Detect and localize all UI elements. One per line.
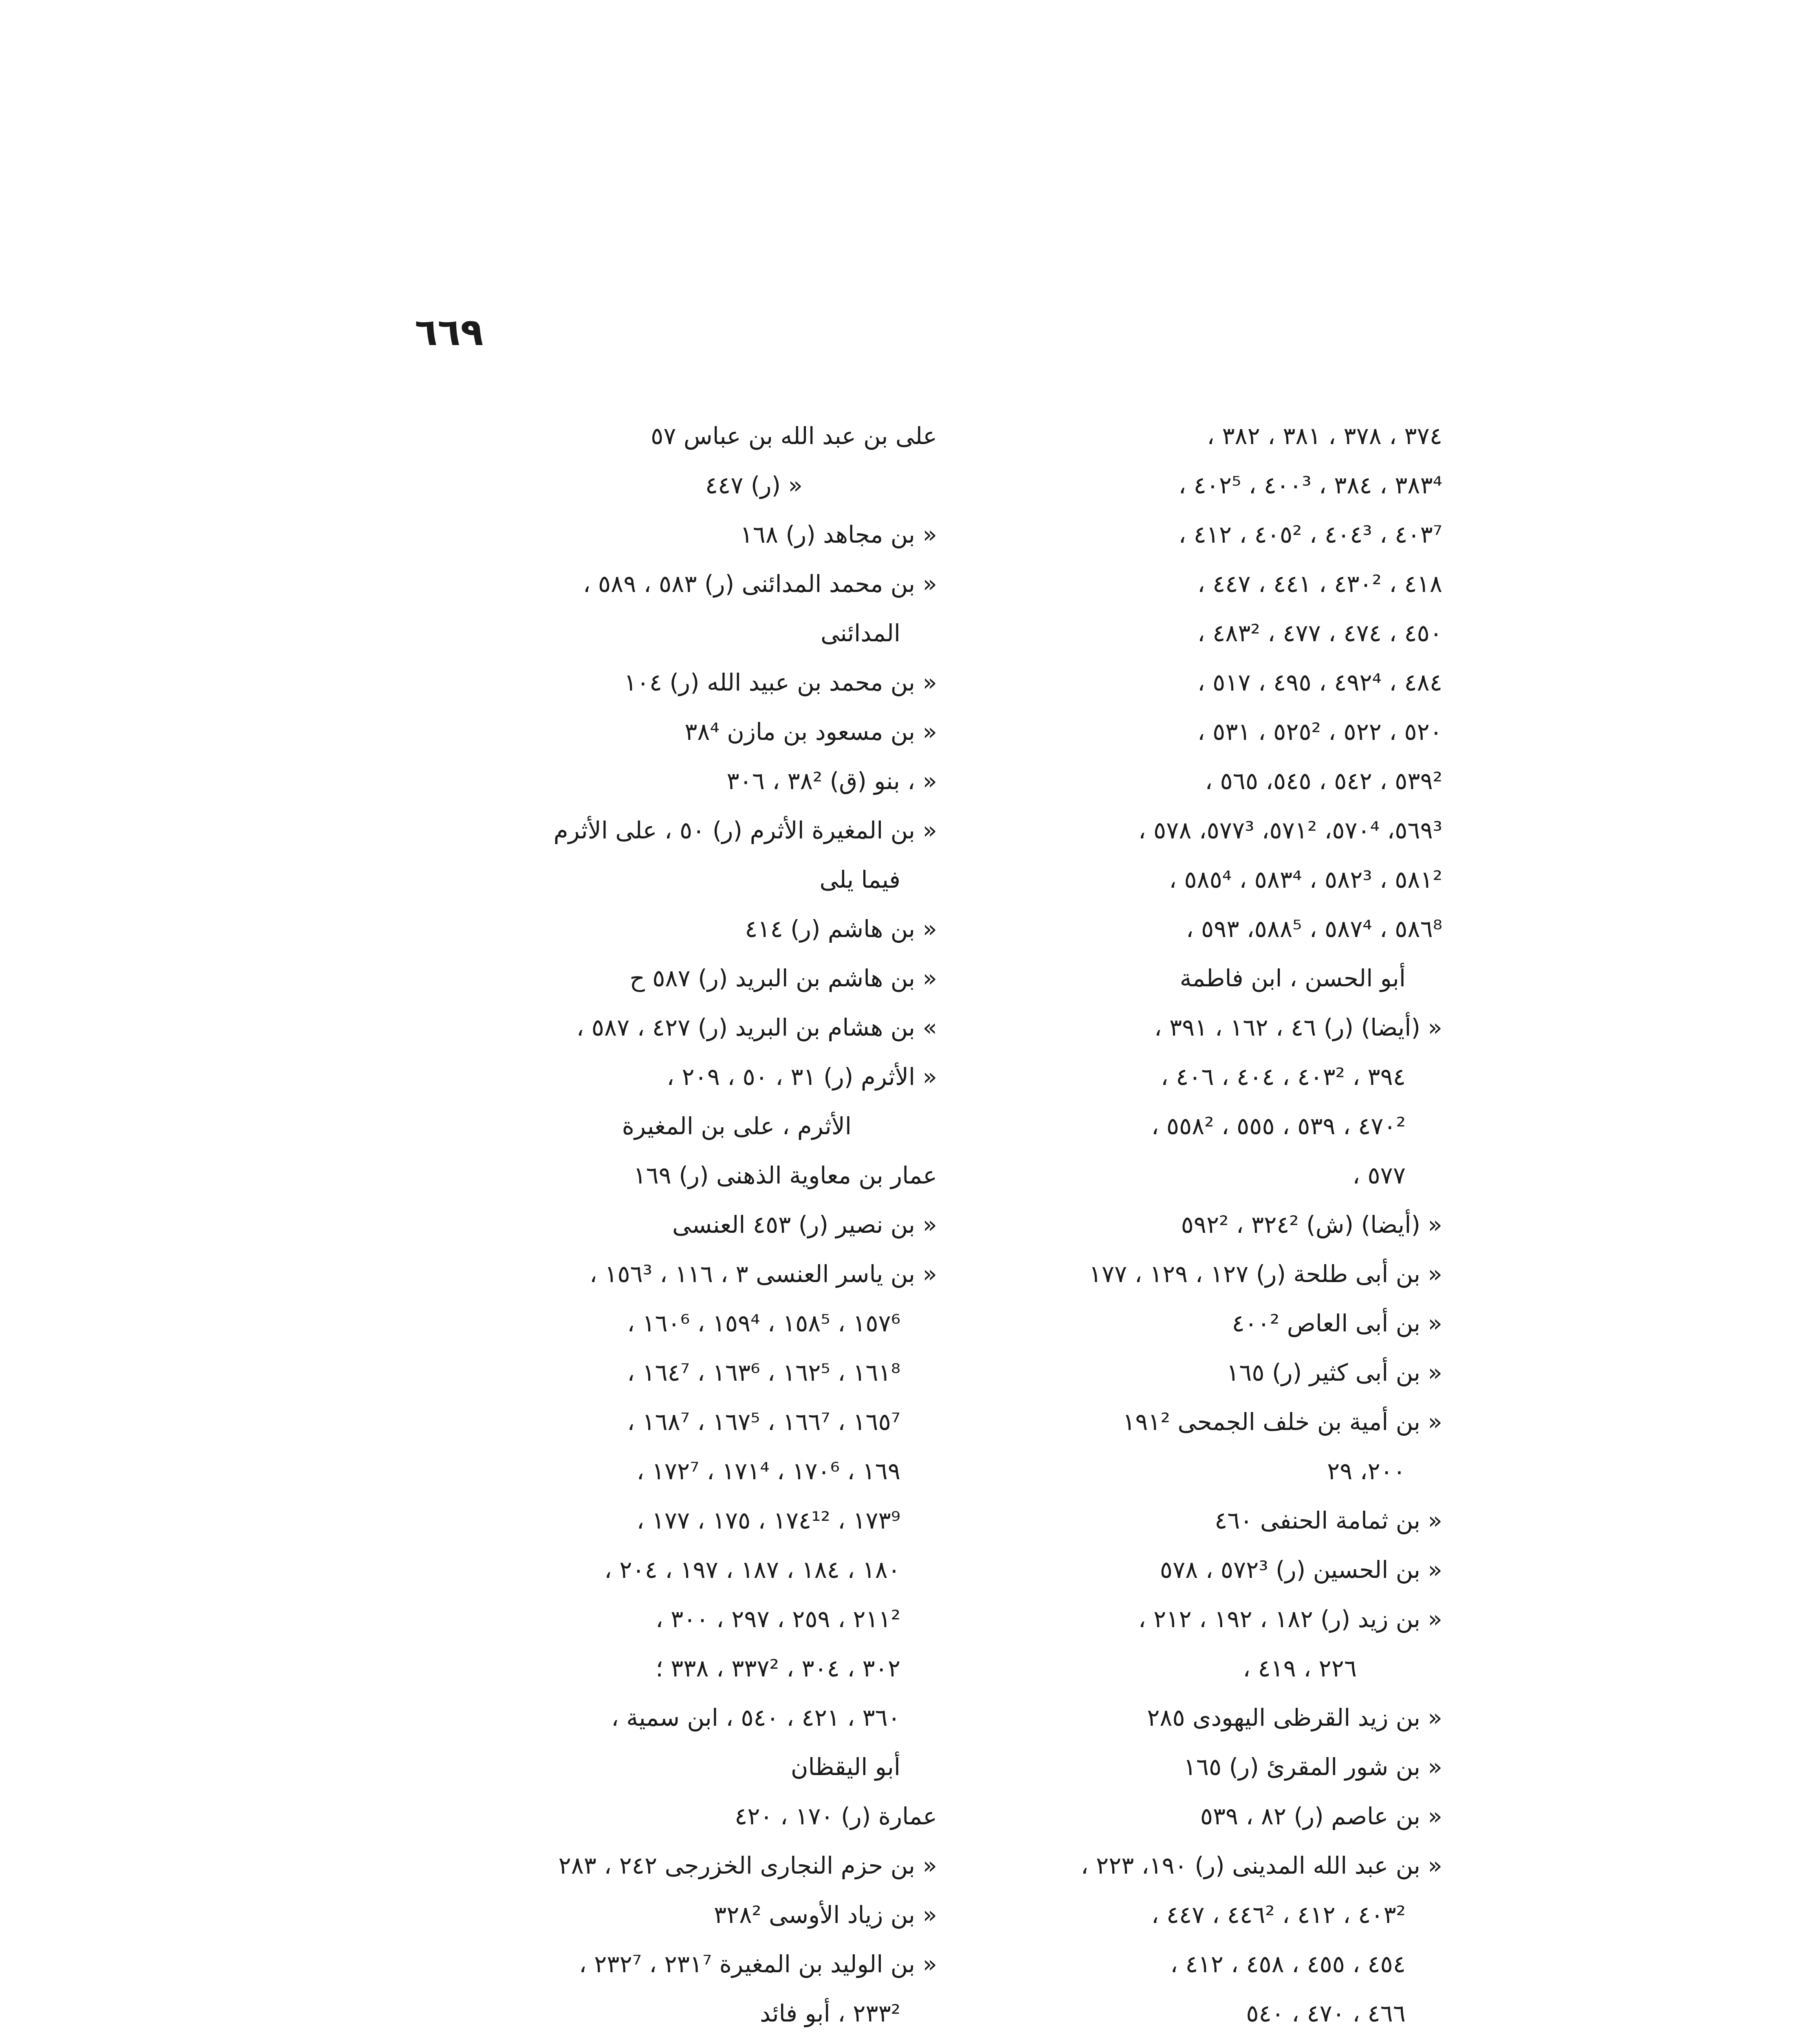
index-column-right — [970, 411, 1442, 2037]
index-entry-line: « بن الحسين (ر) ٥٧٢³ ، ٥٧٨ — [1160, 1556, 1442, 1584]
index-entry-line: « ، بنو (ق) ٣٨² ، ٣٠٦ — [726, 767, 937, 795]
index-entry-line: « بن أبى كثير (ر) ١٦٥ — [1226, 1359, 1442, 1386]
index-entry-line: « بن محمد المدائنى (ر) ٥٨٣ ، ٥٨٩ ، — [583, 570, 937, 598]
index-entry-line: « بن هاشم (ر) ٤١٤ — [745, 915, 937, 943]
index-entry-line: عمارة (ر) ١٧٠ ، ٤٢٠ — [735, 1802, 937, 1830]
index-entry-line: « بن زيد (ر) ١٨٢ ، ١٩٢ ، ٢١٢ ، — [1138, 1605, 1442, 1633]
index-entry-line: « بن هاشم بن البريد (ر) ٥٨٧ ح — [629, 964, 937, 992]
index-entry-line: « بن مسعود بن مازن ٣٨⁴ — [684, 718, 937, 746]
index-entry-line: ٤٥٤ ، ٤٥٥ ، ٤٥٨ ، ٤١٢ ، — [1170, 1950, 1406, 1978]
index-entry-line: ٣٨٣⁴ ، ٣٨٤ ، ٤٠٠³ ، ٤٠٢⁵ ، — [1178, 471, 1442, 499]
index-entry-line: » بن هشام بن البريد (ر) ٤٢٧ ، ٥٨٧ ، — [576, 1014, 937, 1041]
index-entry-line: « بن الوليد بن المغيرة ٢٣١⁷ ، ٢٣٢⁷ ، — [579, 1950, 937, 1978]
index-entry-line: « (ر) ٤٤٧ — [705, 471, 803, 499]
index-entry-line: ١٦٩ ، ١٧٠⁶ ، ١٧١⁴ ، ١٧٢⁷ ، — [636, 1457, 900, 1485]
index-entry-line: « بن زياد الأوسى ٣٢٨² — [713, 1901, 937, 1929]
index-entry-line: « بن محمد بن عبيد الله (ر) ١٠٤ — [624, 669, 937, 696]
index-entry-line: ١٦١⁸ ، ١٦٢⁵ ، ١٦٣⁶ ، ١٦٤⁷ ، — [627, 1359, 900, 1386]
index-entry-line: « بن ثمامة الحنفى ٤٦٠ — [1215, 1507, 1442, 1534]
index-entry-line: « (أيضا) (ر) ٤٦ ، ١٦٢ ، ٣٩١ ، — [1154, 1014, 1442, 1041]
index-entry-line: ٢٢٦ ، ٤١٩ ، — [1243, 1654, 1357, 1682]
index-entry-line: ٢١١² ، ٢٥٩ ، ٢٩٧ ، ٣٠٠ ، — [655, 1605, 900, 1633]
index-entry-line: « بن حزم النجارى الخزرجى ٢٤٢ ، ٢٨٣ — [558, 1852, 937, 1879]
index-entry-line: ١٦٥⁷ ، ١٦٦⁷ ، ١٦٧⁵ ، ١٦٨⁷ ، — [627, 1408, 900, 1436]
index-entry-line: ٤١٨ ، ٤٣٠² ، ٤٤١ ، ٤٤٧ ، — [1197, 570, 1442, 598]
index-entry-line: ٥٣٩² ، ٥٤٢ ، ٥٤٥، ٥٦٥ ، — [1205, 767, 1442, 795]
index-entry-line: ٣٩٤ ، ٤٠٣² ، ٤٠٤ ، ٤٠٦ ، — [1160, 1063, 1406, 1091]
index-entry-line: « (أيضا) (ش) ٣٢٤² ، ٥٩٢² — [1181, 1211, 1442, 1238]
index-entry-line: ٥٨١² ، ٥٨٢³ ، ٥٨٣⁴ ، ٥٨٥⁴ ، — [1169, 866, 1442, 893]
index-entry-line: الأثرم ، على بن المغيرة — [622, 1112, 852, 1140]
index-entry-line: « بن أبى طلحة (ر) ١٢٧ ، ١٢٩ ، ١٧٧ — [1089, 1260, 1442, 1288]
index-entry-line: أبو الحسن ، ابن فاطمة — [1180, 964, 1406, 992]
index-entry-line: ١٥٧⁶ ، ١٥٨⁵ ، ١٥٩⁴ ، ١٦٠⁶ ، — [627, 1309, 900, 1337]
index-entry-line: المدائنى — [821, 619, 900, 647]
index-entry-line: « بن شور المقرئ (ر) ١٦٥ — [1183, 1753, 1442, 1781]
index-entry-line: ٢٠٠، ٢٩ — [1327, 1457, 1406, 1485]
index-entry-line: فيما يلى — [819, 866, 900, 893]
index-entry-line: « بن المغيرة الأثرم (ر) ٥٠ ، على الأثرم — [553, 816, 937, 844]
index-entry-line: ٥٦٩³، ٥٧٠⁴، ٥٧١²، ٥٧٧³، ٥٧٨ ، — [1138, 816, 1442, 844]
index-entry-line: ٤٧٠² ، ٥٣٩ ، ٥٥٥ ، ٥٥٨² ، — [1151, 1112, 1406, 1140]
index-entry-line: أبو اليقظان — [790, 1753, 900, 1781]
index-entry-line: « بن ياسر العنسى ٣ ، ١١٦ ، ١٥٦³ ، — [590, 1260, 937, 1288]
index-entry-line: ٤٠٣² ، ٤١٢ ، ٤٤٦² ، ٤٤٧ ، — [1151, 1901, 1406, 1929]
index-entry-line: ٥٨٦⁸ ، ٥٨٧⁴ ، ٥٨٨⁵، ٥٩٣ ، — [1186, 915, 1442, 943]
index-entry-line: « بن زيد القرظى اليهودى ٢٨٥ — [1147, 1704, 1442, 1731]
index-entry-line: « الأثرم (ر) ٣١ ، ٥٠ ، ٢٠٩ ، — [667, 1063, 937, 1091]
index-entry-line: « بن أمية بن خلف الجمحى ١٩١² — [1122, 1408, 1442, 1436]
index-entry-line: ٥٧٧ ، — [1352, 1161, 1406, 1189]
index-entry-line: « بن أبى العاص ٤٠٠² — [1232, 1309, 1442, 1337]
index-entry-line: ٣٧٤ ، ٣٧٨ ، ٣٨١ ، ٣٨٢ ، — [1207, 422, 1442, 450]
index-entry-line: ٤٨٤ ، ٤٩٢⁴ ، ٤٩٥ ، ٥١٧ ، — [1197, 669, 1442, 696]
index-entry-line: ١٧٣⁹ ، ١٧٤¹² ، ١٧٥ ، ١٧٧ ، — [636, 1507, 900, 1534]
index-entry-line: « بن عاصم (ر) ٨٢ ، ٥٣٩ — [1200, 1802, 1442, 1830]
index-entry-line: ٣٦٠ ، ٤٢١ ، ٥٤٠ ، ابن سمية ، — [611, 1704, 900, 1731]
index-entry-line: « بن عبد الله المدينى (ر) ١٩٠، ٢٢٣ ، — [1081, 1852, 1442, 1879]
index-entry-line: ٢٣٣² ، أبو فائد — [760, 2000, 900, 2027]
index-entry-line: على بن عبد الله بن عباس ٥٧ — [651, 422, 937, 450]
index-entry-line: عمار بن معاوية الذهنى (ر) ١٦٩ — [633, 1161, 937, 1189]
index-entry-line: « بن مجاهد (ر) ١٦٨ — [740, 521, 937, 548]
index-entry-line: ٤٠٣⁷ ، ٤٠٤³ ، ٤٠٥² ، ٤١٢ ، — [1178, 521, 1442, 548]
index-entry-line: ٤٥٠ ، ٤٧٤ ، ٤٧٧ ، ٤٨٣² ، — [1197, 619, 1442, 647]
index-entry-line: « بن نصير (ر) ٤٥٣ العنسى — [672, 1211, 937, 1238]
index-entry-line: ٤٦٦ ، ٤٧٠ ، ٥٤٠ — [1246, 2000, 1406, 2027]
index-entry-line: ٣٠٢ ، ٣٠٤ ، ٣٣٧² ، ٣٣٨ ؛ — [656, 1654, 900, 1682]
page-number: ٦٦٩ — [415, 310, 484, 354]
index-column-left — [407, 411, 937, 2037]
index-entry-line: ١٨٠ ، ١٨٤ ، ١٨٧ ، ١٩٧ ، ٢٠٤ ، — [604, 1556, 900, 1584]
index-entry-line: ٥٢٠ ، ٥٢٢ ، ٥٢٥² ، ٥٣١ ، — [1197, 718, 1442, 746]
